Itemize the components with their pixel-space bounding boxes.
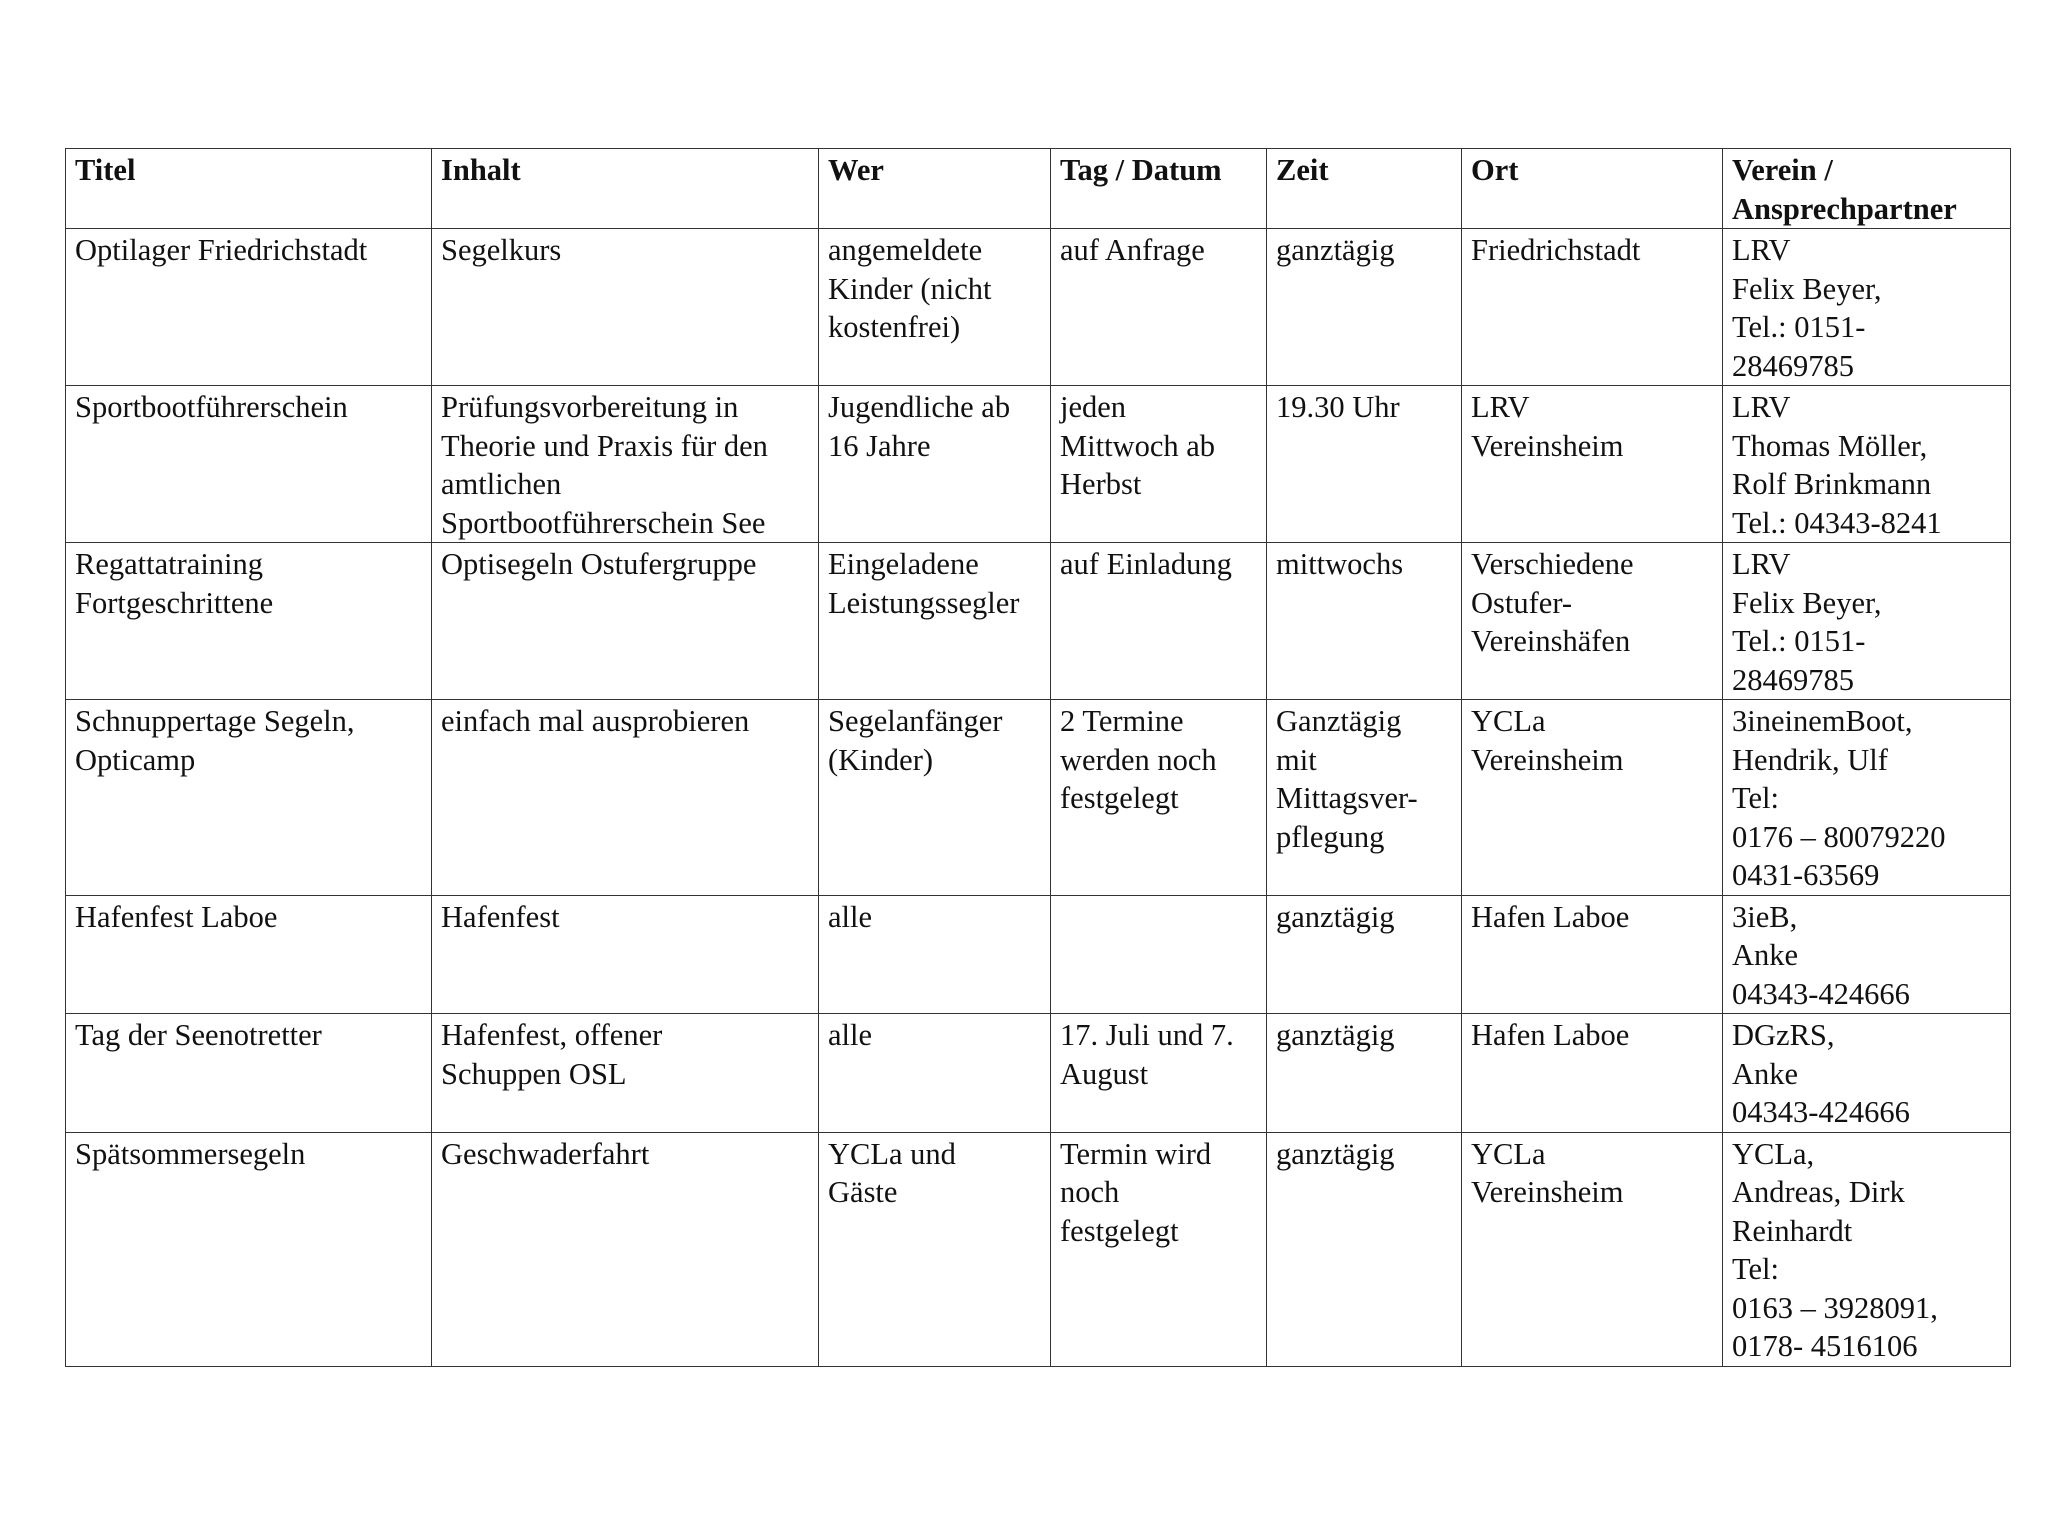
cell-titel: Schnuppertage Segeln, Opticamp [66, 700, 432, 896]
cell-wer: YCLa und Gäste [819, 1132, 1051, 1366]
cell-ort: Hafen Laboe [1462, 1014, 1723, 1133]
table-row [66, 895, 2011, 1014]
cell-ort: Verschiedene Ostufer- Vereinshäfen [1462, 543, 1723, 700]
cell-zeit: Ganztägig mit Mittagsver- pflegung [1267, 700, 1462, 896]
table-header [66, 149, 2011, 229]
cell-titel: Tag der Seenotretter [66, 1014, 432, 1133]
table-body [66, 229, 2011, 1367]
header-zeit: Zeit [1267, 149, 1462, 229]
cell-zeit: 19.30 Uhr [1267, 386, 1462, 543]
cell-ort: YCLa Vereinsheim [1462, 1132, 1723, 1366]
table-row [66, 700, 2011, 896]
cell-ort: Hafen Laboe [1462, 895, 1723, 1014]
cell-datum: auf Anfrage [1051, 229, 1267, 386]
cell-zeit: mittwochs [1267, 543, 1462, 700]
cell-titel: Hafenfest Laboe [66, 895, 432, 1014]
cell-titel: Spätsommersegeln [66, 1132, 432, 1366]
cell-inhalt: Hafenfest, offener Schuppen OSL [432, 1014, 819, 1133]
cell-inhalt: Hafenfest [432, 895, 819, 1014]
cell-verein: 3ineinemBoot, Hendrik, Ulf Tel: 0176 – 80079220 0431-63569 [1723, 700, 2011, 896]
event-schedule-table [65, 148, 2011, 1367]
cell-wer: Eingeladene Leistungssegler [819, 543, 1051, 700]
cell-verein: LRV Thomas Möller, Rolf Brinkmann Tel.: 04343-8241 [1723, 386, 2011, 543]
cell-zeit: ganztägig [1267, 895, 1462, 1014]
cell-inhalt: Prüfungsvorbereitung in Theorie und Praxis für den amtlichen Sportbootführerschein See [432, 386, 819, 543]
cell-ort: Friedrichstadt [1462, 229, 1723, 386]
table-row [66, 1132, 2011, 1366]
header-ort: Ort [1462, 149, 1723, 229]
table-row [66, 386, 2011, 543]
cell-zeit: ganztägig [1267, 1014, 1462, 1133]
cell-titel: Optilager Friedrichstadt [66, 229, 432, 386]
table-row [66, 229, 2011, 386]
cell-datum: 2 Termine werden noch festgelegt [1051, 700, 1267, 896]
cell-verein: DGzRS, Anke 04343-424666 [1723, 1014, 2011, 1133]
cell-datum: auf Einladung [1051, 543, 1267, 700]
cell-inhalt: Geschwaderfahrt [432, 1132, 819, 1366]
cell-titel: Regattatraining Fortgeschrittene [66, 543, 432, 700]
cell-zeit: ganztägig [1267, 1132, 1462, 1366]
cell-wer: Jugendliche ab 16 Jahre [819, 386, 1051, 543]
header-wer: Wer [819, 149, 1051, 229]
cell-verein: LRV Felix Beyer, Tel.: 0151- 28469785 [1723, 229, 2011, 386]
header-titel: Titel [66, 149, 432, 229]
cell-datum: 17. Juli und 7. August [1051, 1014, 1267, 1133]
cell-verein: LRV Felix Beyer, Tel.: 0151- 28469785 [1723, 543, 2011, 700]
cell-verein: YCLa, Andreas, Dirk Reinhardt Tel: 0163 – 3928091, 0178- 4516106 [1723, 1132, 2011, 1366]
header-verein-ansprechpartner: Verein / Ansprechpartner [1723, 149, 2011, 229]
cell-inhalt: Segelkurs [432, 229, 819, 386]
cell-datum: Termin wird noch festgelegt [1051, 1132, 1267, 1366]
cell-wer: angemeldete Kinder (nicht kostenfrei) [819, 229, 1051, 386]
cell-ort: LRV Vereinsheim [1462, 386, 1723, 543]
cell-ort: YCLa Vereinsheim [1462, 700, 1723, 896]
cell-titel: Sportbootführerschein [66, 386, 432, 543]
table-row [66, 1014, 2011, 1133]
cell-wer: Segelanfänger (Kinder) [819, 700, 1051, 896]
cell-wer: alle [819, 1014, 1051, 1133]
table-row [66, 543, 2011, 700]
header-inhalt: Inhalt [432, 149, 819, 229]
header-row [66, 149, 2011, 229]
cell-wer: alle [819, 895, 1051, 1014]
cell-verein: 3ieB, Anke 04343-424666 [1723, 895, 2011, 1014]
cell-inhalt: einfach mal ausprobieren [432, 700, 819, 896]
cell-zeit: ganztägig [1267, 229, 1462, 386]
header-tag-datum: Tag / Datum [1051, 149, 1267, 229]
cell-datum: jeden Mittwoch ab Herbst [1051, 386, 1267, 543]
cell-datum [1051, 895, 1267, 1014]
cell-inhalt: Optisegeln Ostufergruppe [432, 543, 819, 700]
